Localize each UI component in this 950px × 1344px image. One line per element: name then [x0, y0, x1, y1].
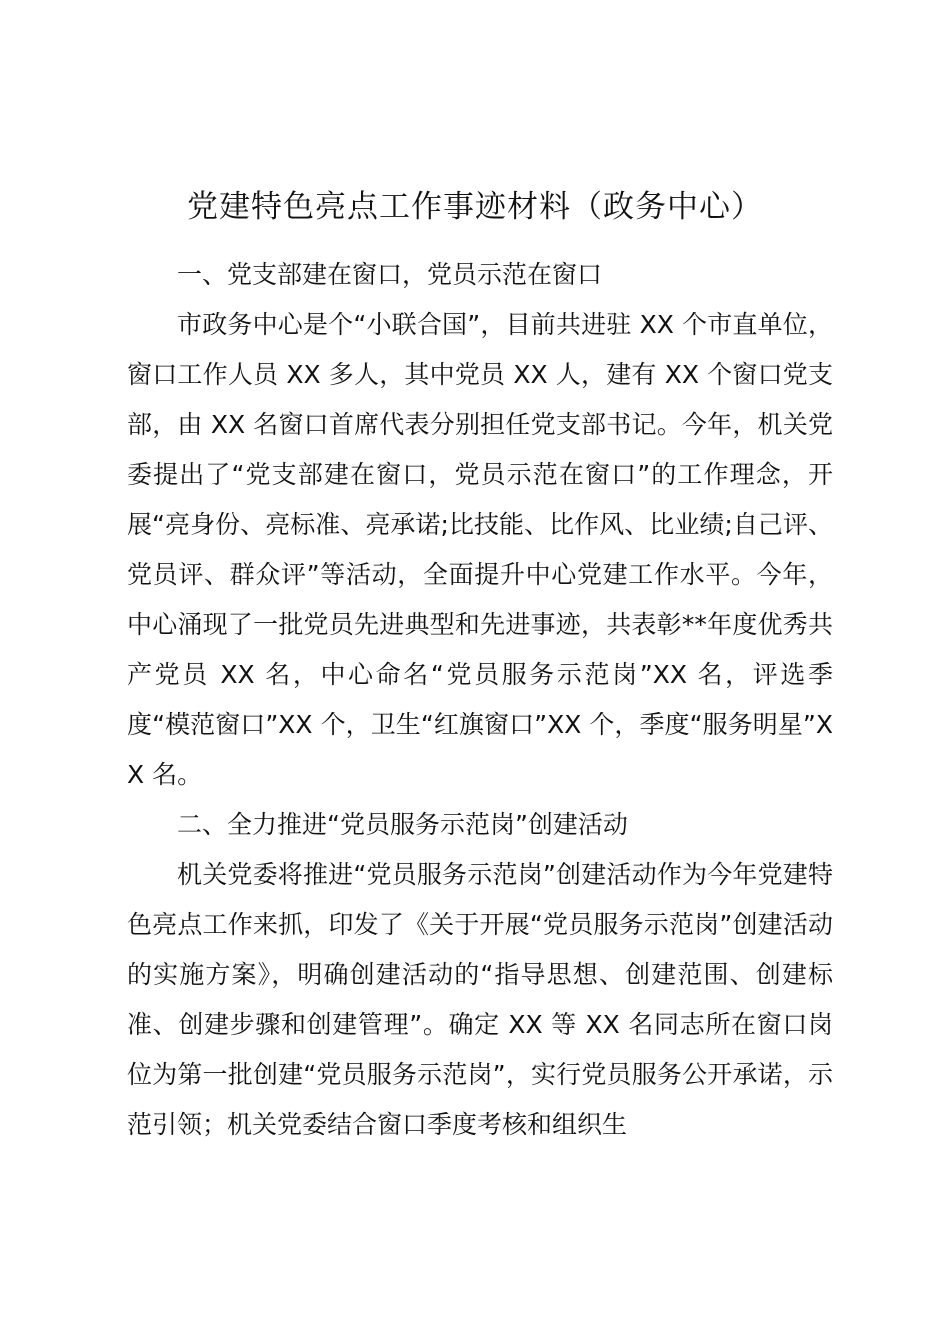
- section-2-heading: 二、全力推进“党员服务示范岗”创建活动: [177, 810, 628, 839]
- document-body: [127, 250, 833, 1150]
- section-1-paragraph: 市政务中心是个“小联合国”，目前共进驻 XX 个市直单位，窗口工作人员 XX 多人，其中党员 XX 人，建有 XX 个窗口党支部，由 XX 名窗口首席代表分别担任党支部书记。今年，机关党委提出了“党支部建在窗口，党员示范在窗口”的工作理念，开展“亮身份、亮标准、亮承诺;比技能、比作风、比业绩;自己评、党员评、群众评”等活动，全面提升中心党建工作水平。今年，中心涌现了一批党员先进典型和先进事迹，共表彰**年度优秀共产党员 XX 名，中心命名“党员服务示范岗”XX 名，评选季度“模范窗口”XX 个，卫生“红旗窗口”XX 个，季度“服务明星”XX 名。: [127, 310, 833, 789]
- section-1-heading: 一、党支部建在窗口，党员示范在窗口: [177, 260, 603, 289]
- section-2-paragraph: 机关党委将推进“党员服务示范岗”创建活动作为今年党建特色亮点工作来抓，印发了《关于开展“党员服务示范岗”创建活动的实施方案》，明确创建活动的“指导思想、创建范围、创建标准、创建步骤和创建管理”。确定 XX 等 XX 名同志所在窗口岗位为第一批创建“党员服务示范岗”，实行党员服务公开承诺，示范引领；机关党委结合窗口季度考核和组织生: [127, 860, 833, 1139]
- document-title: 党建特色亮点工作事迹材料（政务中心）: [187, 189, 763, 225]
